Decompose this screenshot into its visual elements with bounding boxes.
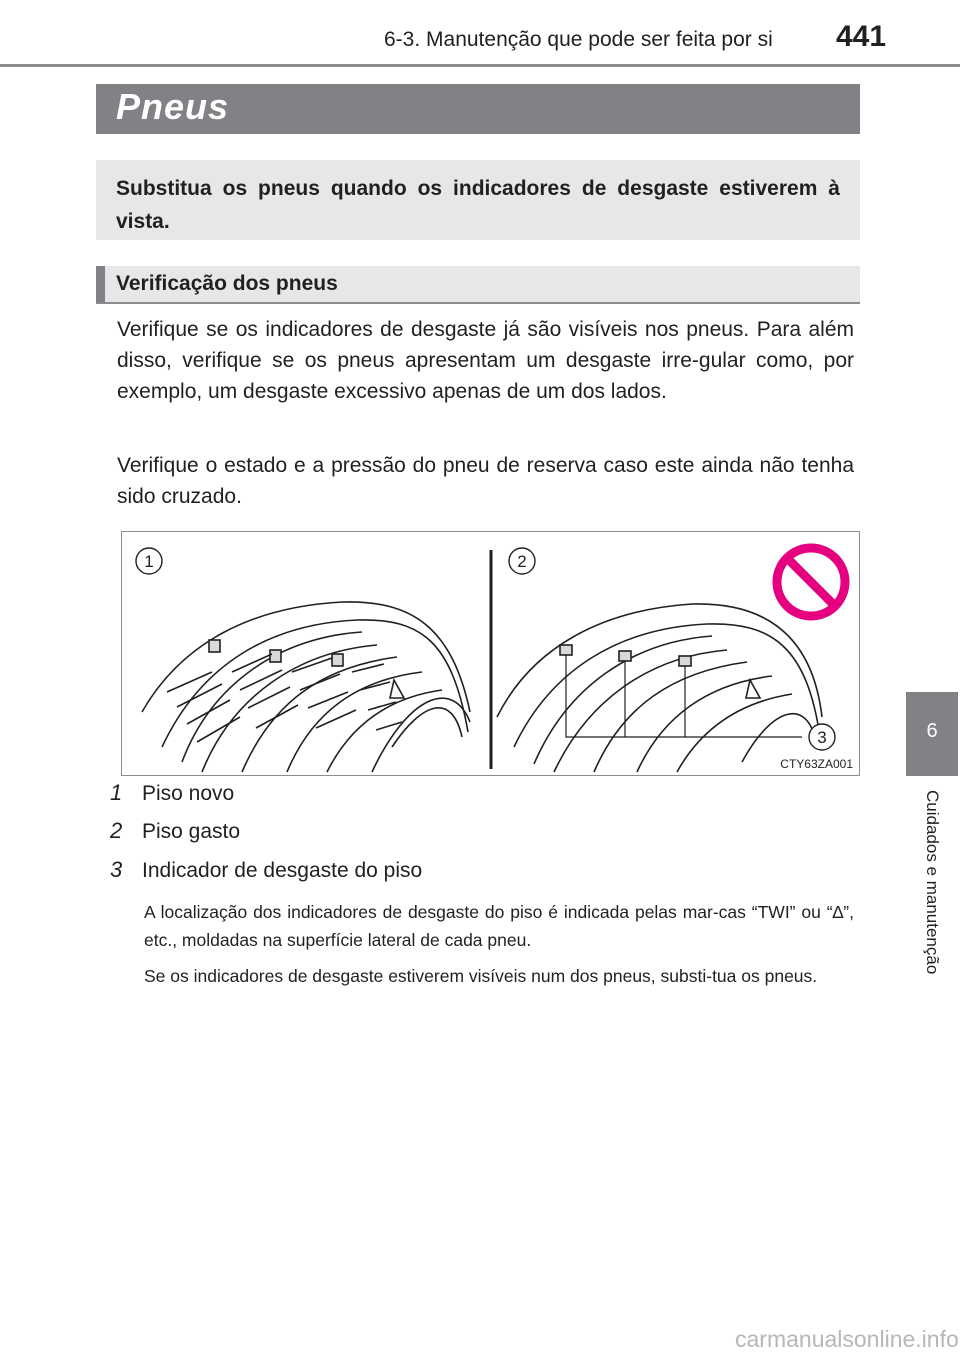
- worn-tread-tire: [497, 604, 822, 772]
- figure-callout-3: 3: [817, 728, 827, 747]
- note-paragraph-1: A localização dos indicadores de desgaste do piso é indicada pelas mar-cas “TWI” ou “∆”, etc., moldadas na superfície lateral de cada pneu.: [144, 902, 854, 950]
- subheading-text: Verificação dos pneus: [116, 272, 338, 295]
- prohibition-icon: [777, 548, 845, 616]
- legend-label-2: Piso gasto: [142, 820, 241, 843]
- new-tread-tire: [142, 602, 470, 772]
- legend-label-1: Piso novo: [142, 782, 235, 805]
- body-paragraph-1: Verifique se os indicadores de desgaste já são visíveis nos pneus. Para além disso, verifique se os pneus apresentam um desgaste irre-gular como, por exemplo, um desgaste excessivo apenas de um dos lados.: [117, 318, 854, 403]
- callout-markers: [136, 548, 835, 750]
- header-rule: [0, 64, 960, 67]
- subheading-bar: [96, 266, 860, 304]
- figure-callout-2: 2: [517, 552, 527, 571]
- figure-code: CTY63ZA001: [780, 757, 853, 771]
- summary-text: Substitua os pneus quando os indicadores de desgaste estiverem à vista.: [116, 177, 840, 233]
- body-paragraph-2: Verifique o estado e a pressão do pneu de reserva caso este ainda não tenha sido cruzado.: [117, 454, 854, 508]
- section-banner: [96, 84, 860, 134]
- figure-callout-1: 1: [144, 552, 154, 571]
- legend-number-1: 1: [110, 780, 123, 805]
- section-title: Pneus: [116, 86, 230, 127]
- legend-label-3: Indicador de desgaste do piso: [142, 859, 423, 882]
- legend-number-3: 3: [110, 857, 123, 882]
- legend-item-3: [110, 857, 422, 883]
- chapter-tab-number: 6: [926, 720, 938, 742]
- tire-wear-figure: [121, 531, 860, 776]
- chapter-tab-label: Cuidados e manutenção: [923, 790, 942, 975]
- summary-box: [96, 160, 860, 240]
- watermark: carmanualsonline.info: [735, 1326, 959, 1352]
- legend-number-2: 2: [110, 818, 123, 843]
- chapter-tab[interactable]: [906, 692, 958, 776]
- page-number: 441: [836, 20, 887, 53]
- subheading-marker: [96, 266, 105, 302]
- legend-item-1: [110, 780, 234, 806]
- note-paragraph-2: Se os indicadores de desgaste estiverem visíveis num dos pneus, substi-tua os pneus.: [144, 966, 818, 986]
- legend-item-2: [110, 818, 240, 844]
- tire-illustration: [122, 532, 859, 775]
- running-header: 6-3. Manutenção que pode ser feita por si: [384, 28, 773, 51]
